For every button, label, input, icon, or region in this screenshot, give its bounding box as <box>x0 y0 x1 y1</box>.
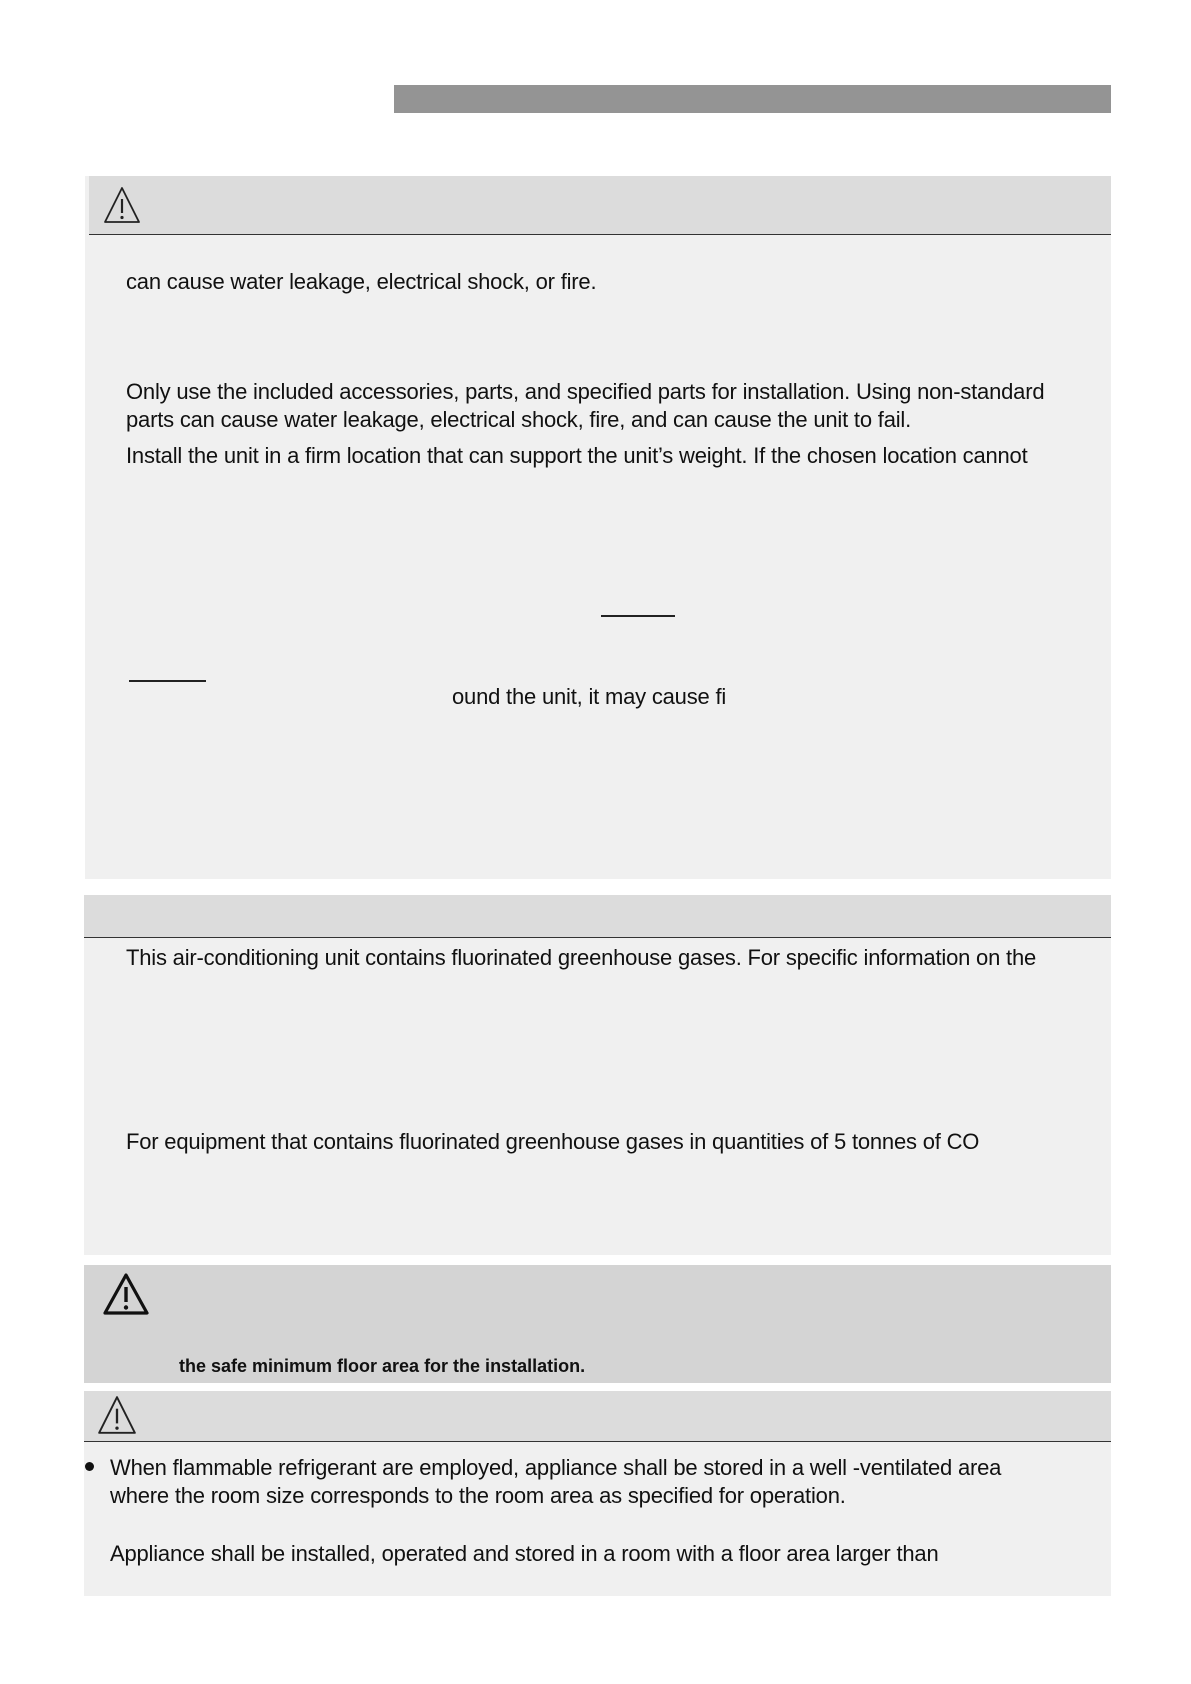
caution-note: the safe minimum floor area for the installation. <box>179 1356 586 1376</box>
underline <box>129 680 206 682</box>
body-line: Appliance shall be installed, operated and stored in a room with a floor area larger than <box>110 1541 939 1566</box>
body-line: parts can cause water leakage, electrical shock, fire, and can cause the unit to fail. <box>126 407 912 432</box>
body-line: where the room size corresponds to the room area as specified for operation. <box>110 1483 846 1508</box>
underline <box>601 615 675 617</box>
warning-triangle-bold-icon <box>101 1271 151 1317</box>
body-line: ound the unit, it may cause fi <box>452 684 727 709</box>
warning-triangle-icon <box>102 185 142 225</box>
warning-header <box>89 176 1111 235</box>
bullet-point <box>85 1462 94 1471</box>
body-line: For equipment that contains fluorinated greenhouse gases in quantities of 5 tonnes of CO <box>126 1129 980 1154</box>
body-line: Only use the included accessories, parts, and specified parts for installation. Using non-standard <box>126 379 1045 404</box>
body-line: Install the unit in a firm location that can support the unit’s weight. If the chosen location cannot <box>126 443 1028 468</box>
warning-triangle-icon <box>96 1394 138 1436</box>
body-line: When flammable refrigerant are employed, appliance shall be stored in a well -ventilated area <box>110 1455 1002 1480</box>
body-line: This air-conditioning unit contains fluorinated greenhouse gases. For specific information on the <box>126 945 1037 970</box>
header-bar <box>394 85 1111 113</box>
body-line: can cause water leakage, electrical shock, or fire. <box>126 269 597 294</box>
greenhouse-gas-header <box>84 895 1111 938</box>
storage-header <box>84 1391 1111 1442</box>
